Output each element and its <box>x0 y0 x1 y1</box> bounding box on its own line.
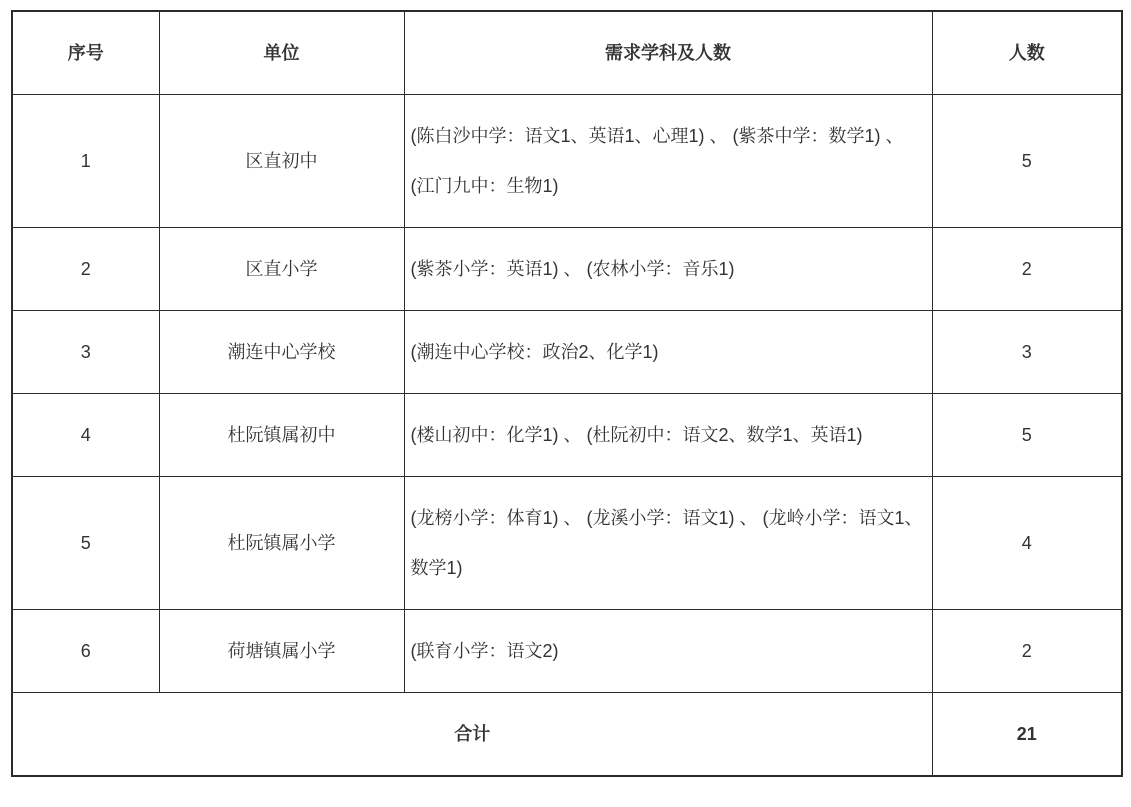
row-index-cell: 6 <box>12 610 159 693</box>
header-row <box>12 11 1122 95</box>
demand-cell: (联育小学：语文2) <box>404 610 932 693</box>
header-demand: 需求学科及人数 <box>404 11 932 95</box>
total-label-cell: 合计 <box>12 693 932 777</box>
demand-cell: (楼山初中：化学1) 、 (杜阮初中：语文2、数学1、英语1) <box>404 394 932 477</box>
unit-cell: 区直小学 <box>159 228 404 311</box>
header-unit: 单位 <box>159 11 404 95</box>
row-index-cell: 4 <box>12 394 159 477</box>
demand-cell: (陈白沙中学：语文1、英语1、心理1) 、 (紫茶中学：数学1) 、 (江门九中：生物1) <box>404 95 932 228</box>
unit-cell: 潮连中心学校 <box>159 311 404 394</box>
table-row <box>12 394 1122 477</box>
table-footer <box>12 693 1122 777</box>
teacher-demand-table <box>11 10 1123 777</box>
count-cell: 2 <box>932 228 1122 311</box>
total-value-cell: 21 <box>932 693 1122 777</box>
demand-cell: (紫茶小学：英语1) 、 (农林小学：音乐1) <box>404 228 932 311</box>
count-cell: 2 <box>932 610 1122 693</box>
count-cell: 3 <box>932 311 1122 394</box>
header-count: 人数 <box>932 11 1122 95</box>
unit-cell: 荷塘镇属小学 <box>159 610 404 693</box>
table-row <box>12 311 1122 394</box>
row-index-cell: 3 <box>12 311 159 394</box>
table-row <box>12 228 1122 311</box>
table-header <box>12 11 1122 95</box>
table-row <box>12 95 1122 228</box>
row-index-cell: 5 <box>12 477 159 610</box>
table-row <box>12 477 1122 610</box>
demand-cell: (龙榜小学：体育1) 、 (龙溪小学：语文1) 、 (龙岭小学：语文1、数学1) <box>404 477 932 610</box>
count-cell: 4 <box>932 477 1122 610</box>
row-index-cell: 2 <box>12 228 159 311</box>
header-index: 序号 <box>12 11 159 95</box>
unit-cell: 杜阮镇属初中 <box>159 394 404 477</box>
count-cell: 5 <box>932 394 1122 477</box>
row-index-cell: 1 <box>12 95 159 228</box>
demand-cell: (潮连中心学校：政治2、化学1) <box>404 311 932 394</box>
table-row <box>12 610 1122 693</box>
table-body <box>12 95 1122 693</box>
count-cell: 5 <box>932 95 1122 228</box>
footer-row <box>12 693 1122 777</box>
unit-cell: 区直初中 <box>159 95 404 228</box>
unit-cell: 杜阮镇属小学 <box>159 477 404 610</box>
